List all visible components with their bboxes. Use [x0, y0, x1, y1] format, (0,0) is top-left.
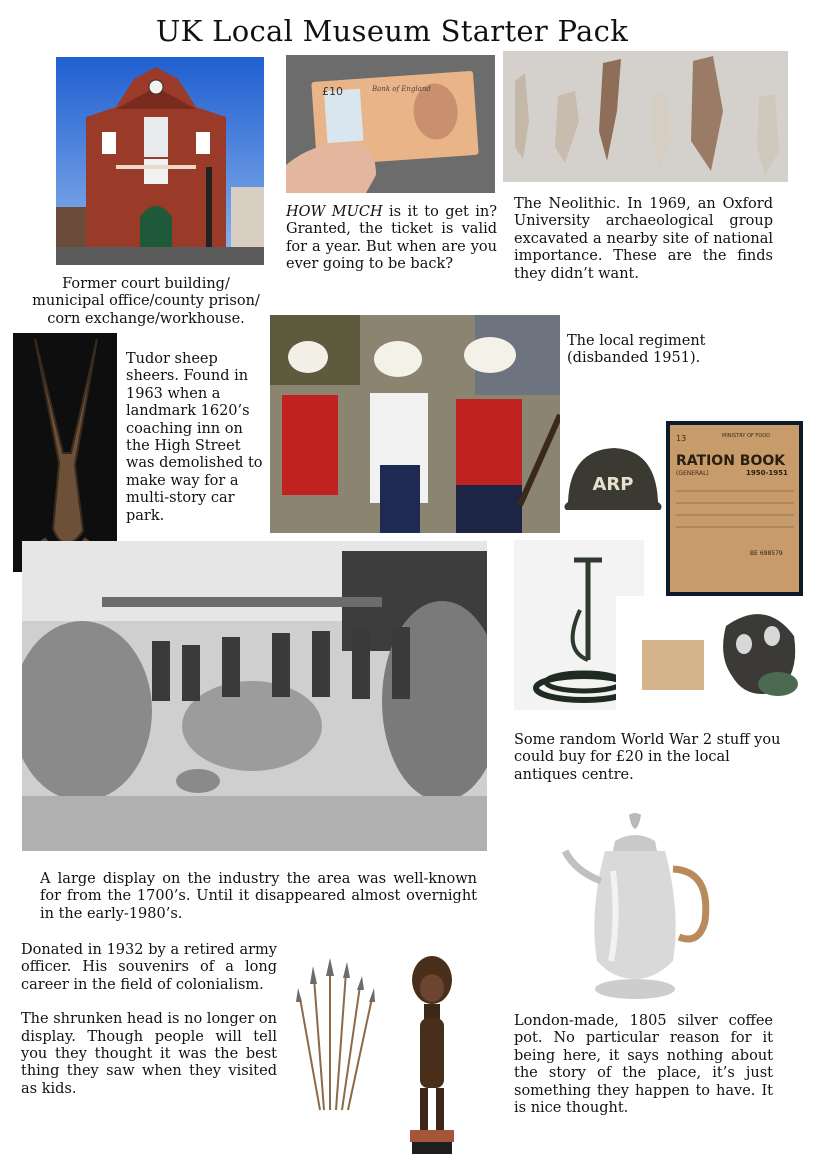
- colonial-caption-first: Donated in 1932 by a retired army officer. His souvenirs of a long career in the field of colonialism.: [21, 942, 277, 993]
- neolithic-caption: The Neolithic. In 1969, an Oxford University archaeological group excavated a nearby site of national importance. These are the finds they didn’t want.: [514, 196, 773, 282]
- ration-number-text: BE 698579: [750, 550, 783, 557]
- coffee-pot-caption: London-made, 1805 silver coffee pot. No particular reason for it being here, it says nothing about the story of the place, it’s just something they happen to have. It is nice thought.: [514, 1013, 773, 1117]
- gas-mask-photo: [616, 596, 806, 720]
- ration-code-text: 13: [676, 434, 687, 443]
- arp-helmet-photo: [560, 432, 666, 540]
- ticket-caption: [286, 204, 497, 274]
- colonial-caption-second: The shrunken head is no longer on display. Though people will tell you they thought it was the best thing they saw when they visited as kids.: [21, 1011, 277, 1097]
- building-caption: Former court building/ municipal office/county prison/ corn exchange/workhouse.: [32, 276, 260, 327]
- page-title: UK Local Museum Starter Pack: [155, 14, 629, 48]
- colonial-caption: [21, 942, 277, 1098]
- ticket-caption-emphasis: HOW MUCH: [286, 204, 383, 220]
- regiment-caption: The local regiment (disbanded 1951).: [567, 333, 706, 367]
- ww2-caption: Some random World War 2 stuff you could buy for £20 in the local antiques centre.: [514, 732, 781, 783]
- carved-figure-photo: [400, 952, 464, 1154]
- rope-works-photo: [22, 541, 487, 851]
- shears-photo: [13, 333, 117, 572]
- ration-year-text: 1950-1951: [746, 469, 788, 477]
- ration-ministry-text: MINISTRY OF FOOD: [722, 433, 771, 439]
- town-hall-photo: [56, 57, 264, 265]
- banknote-bank-text: Bank of England: [372, 85, 431, 93]
- shears-caption: Tudor sheep sheers. Found in 1963 when a landmark 1620’s coaching inn on the High Street was demolished to make way for a multi-story car park.: [126, 351, 263, 524]
- banknote-photo: [286, 55, 495, 193]
- regiment-photo: [270, 315, 560, 533]
- banknote-value-text: £10: [322, 85, 343, 98]
- ration-sub-text: (GENERAL): [676, 470, 709, 477]
- spears-photo: [290, 958, 376, 1114]
- ration-book-photo: [666, 421, 803, 596]
- helmet-label-text: ARP: [592, 474, 634, 495]
- rope-caption: A large display on the industry the area was well-known for from the 1700’s. Until it disappeared almost overnight in the early-1980’s.: [40, 871, 477, 922]
- ticket-caption-rest: is it to get in? Granted, the ticket is valid for a year. But when are you ever going to be back?: [286, 204, 497, 273]
- ration-title-text: RATION BOOK: [676, 453, 786, 469]
- flints-photo: [503, 51, 788, 182]
- coffee-pot-photo: [555, 811, 720, 1004]
